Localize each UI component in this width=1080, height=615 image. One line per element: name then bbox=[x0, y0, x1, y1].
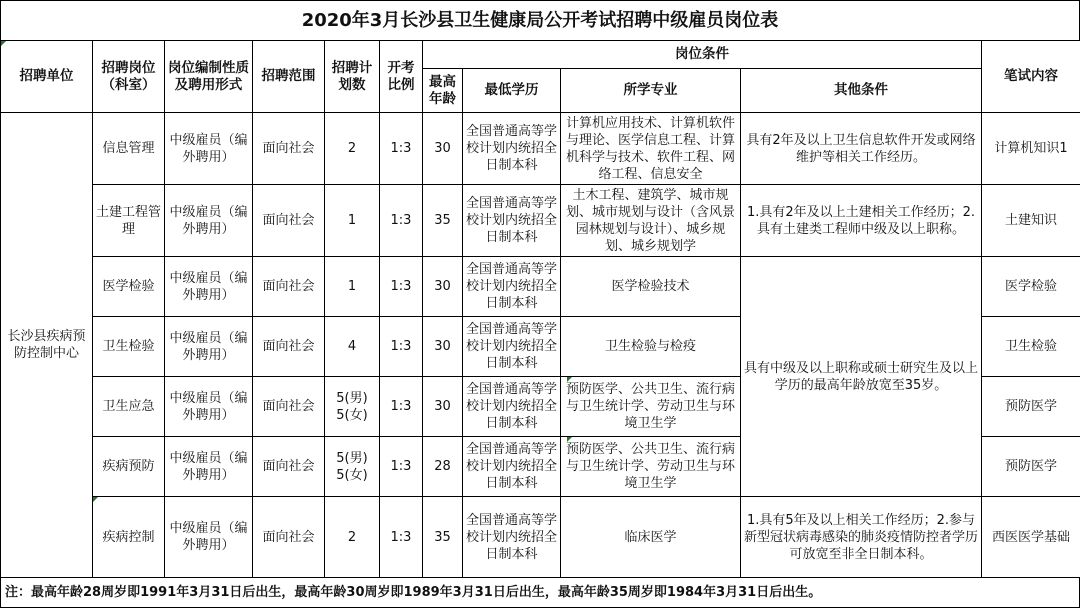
header-unit: 招聘单位 bbox=[1, 41, 93, 113]
major-cell: 卫生检验与检疫 bbox=[561, 317, 741, 377]
ratio-cell: 1:3 bbox=[380, 317, 423, 377]
age-cell: 30 bbox=[423, 113, 463, 185]
education-cell: 全国普通高等学校计划内统招全日制本科 bbox=[463, 437, 561, 497]
exam-cell: 卫生检验 bbox=[982, 317, 1080, 377]
major-cell: 临床医学 bbox=[561, 497, 741, 578]
footnote: 注：最高年龄28周岁即1991年3月31日后出生，最高年龄30周岁即1989年3月31日后出生，最高年龄35周岁即1984年3月31日后出生。 bbox=[0, 578, 1080, 608]
cell-corner-mark bbox=[567, 437, 572, 442]
position-cell: 土建工程管理 bbox=[93, 185, 165, 257]
cell-corner-mark bbox=[1, 41, 6, 46]
table-row bbox=[1, 257, 1080, 317]
ratio-cell: 1:3 bbox=[380, 185, 423, 257]
scope-cell: 面向社会 bbox=[253, 437, 325, 497]
plan-cell: 5(男) 5(女) bbox=[325, 377, 380, 437]
header-ratio: 开考比例 bbox=[380, 41, 423, 113]
header-position: 招聘岗位（科室） bbox=[93, 41, 165, 113]
ratio-cell: 1:3 bbox=[380, 257, 423, 317]
major-cell: 预防医学、公共卫生、流行病与卫生统计学、劳动卫生与环境卫生学 bbox=[561, 377, 741, 437]
nature-cell: 中级雇员（编外聘用） bbox=[165, 113, 253, 185]
age-cell: 30 bbox=[423, 377, 463, 437]
header-scope: 招聘范围 bbox=[253, 41, 325, 113]
nature-cell: 中级雇员（编外聘用） bbox=[165, 437, 253, 497]
position-table bbox=[0, 40, 1080, 578]
header-max-age: 最高年龄 bbox=[423, 69, 463, 113]
major-cell: 医学检验技术 bbox=[561, 257, 741, 317]
exam-cell: 计算机知识1 bbox=[982, 113, 1080, 185]
header-major: 所学专业 bbox=[561, 69, 741, 113]
position-cell: 信息管理 bbox=[93, 113, 165, 185]
major-cell: 计算机应用技术、计算机软件与理论、医学信息工程、计算机科学与技术、软件工程、网络工程、信息安全 bbox=[561, 113, 741, 185]
exam-cell: 预防医学 bbox=[982, 437, 1080, 497]
age-cell: 30 bbox=[423, 257, 463, 317]
exam-cell: 土建知识 bbox=[982, 185, 1080, 257]
other-cell: 具有2年及以上卫生信息软件开发或网络维护等相关工作经历。 bbox=[741, 113, 982, 185]
position-cell: 疾病控制 bbox=[93, 497, 165, 578]
ratio-cell: 1:3 bbox=[380, 497, 423, 578]
header-row-1 bbox=[1, 41, 1080, 69]
age-cell: 28 bbox=[423, 437, 463, 497]
scope-cell: 面向社会 bbox=[253, 497, 325, 578]
age-cell: 35 bbox=[423, 497, 463, 578]
header-conditions: 岗位条件 bbox=[423, 41, 982, 69]
header-plan: 招聘计划数 bbox=[325, 41, 380, 113]
scope-cell: 面向社会 bbox=[253, 257, 325, 317]
plan-cell: 1 bbox=[325, 185, 380, 257]
scope-cell: 面向社会 bbox=[253, 185, 325, 257]
nature-cell: 中级雇员（编外聘用） bbox=[165, 185, 253, 257]
table-row bbox=[1, 113, 1080, 185]
nature-cell: 中级雇员（编外聘用） bbox=[165, 377, 253, 437]
plan-cell: 5(男) 5(女) bbox=[325, 437, 380, 497]
header-nature: 岗位编制性质及聘用形式 bbox=[165, 41, 253, 113]
education-cell: 全国普通高等学校计划内统招全日制本科 bbox=[463, 113, 561, 185]
exam-cell: 预防医学 bbox=[982, 377, 1080, 437]
nature-cell: 中级雇员（编外聘用） bbox=[165, 497, 253, 578]
exam-cell: 医学检验 bbox=[982, 257, 1080, 317]
position-cell: 医学检验 bbox=[93, 257, 165, 317]
major-cell: 土木工程、建筑学、城市规划、城市规划与设计（含风景园林规划与设计）、城乡规划、城乡规划学 bbox=[561, 185, 741, 257]
age-cell: 30 bbox=[423, 317, 463, 377]
position-cell: 疾病预防 bbox=[93, 437, 165, 497]
major-cell: 预防医学、公共卫生、流行病与卫生统计学、劳动卫生与环境卫生学 bbox=[561, 437, 741, 497]
shared-other-cell: 具有中级及以上职称或硕士研究生及以上学历的最高年龄放宽至35岁。 bbox=[741, 257, 982, 497]
plan-cell: 1 bbox=[325, 257, 380, 317]
education-cell: 全国普通高等学校计划内统招全日制本科 bbox=[463, 377, 561, 437]
scope-cell: 面向社会 bbox=[253, 113, 325, 185]
other-cell: 1.具有5年及以上相关工作经历；2.参与新型冠状病毒感染的肺炎疫情防控者学历可放宽至非全日制本科。 bbox=[741, 497, 982, 578]
plan-cell: 2 bbox=[325, 113, 380, 185]
cell-corner-mark bbox=[567, 377, 572, 382]
scope-cell: 面向社会 bbox=[253, 377, 325, 437]
education-cell: 全国普通高等学校计划内统招全日制本科 bbox=[463, 497, 561, 578]
ratio-cell: 1:3 bbox=[380, 437, 423, 497]
education-cell: 全国普通高等学校计划内统招全日制本科 bbox=[463, 257, 561, 317]
position-cell: 卫生检验 bbox=[93, 317, 165, 377]
nature-cell: 中级雇员（编外聘用） bbox=[165, 317, 253, 377]
other-cell: 1.具有2年及以上土建相关工作经历；2.具有土建类工程师中级及以上职称。 bbox=[741, 185, 982, 257]
education-cell: 全国普通高等学校计划内统招全日制本科 bbox=[463, 317, 561, 377]
plan-cell: 4 bbox=[325, 317, 380, 377]
table-row bbox=[1, 185, 1080, 257]
header-exam: 笔试内容 bbox=[982, 41, 1080, 113]
plan-cell: 2 bbox=[325, 497, 380, 578]
ratio-cell: 1:3 bbox=[380, 113, 423, 185]
exam-cell: 西医医学基础 bbox=[982, 497, 1080, 578]
scope-cell: 面向社会 bbox=[253, 317, 325, 377]
cell-corner-mark bbox=[93, 497, 98, 502]
nature-cell: 中级雇员（编外聘用） bbox=[165, 257, 253, 317]
header-other: 其他条件 bbox=[741, 69, 982, 113]
table-row bbox=[1, 497, 1080, 578]
education-cell: 全国普通高等学校计划内统招全日制本科 bbox=[463, 185, 561, 257]
position-cell: 卫生应急 bbox=[93, 377, 165, 437]
sheet-title: 2020年3月长沙县卫生健康局公开考试招聘中级雇员岗位表 bbox=[0, 0, 1080, 40]
unit-cell: 长沙县疾病预防控制中心 bbox=[1, 113, 93, 578]
age-cell: 35 bbox=[423, 185, 463, 257]
ratio-cell: 1:3 bbox=[380, 377, 423, 437]
header-education: 最低学历 bbox=[463, 69, 561, 113]
